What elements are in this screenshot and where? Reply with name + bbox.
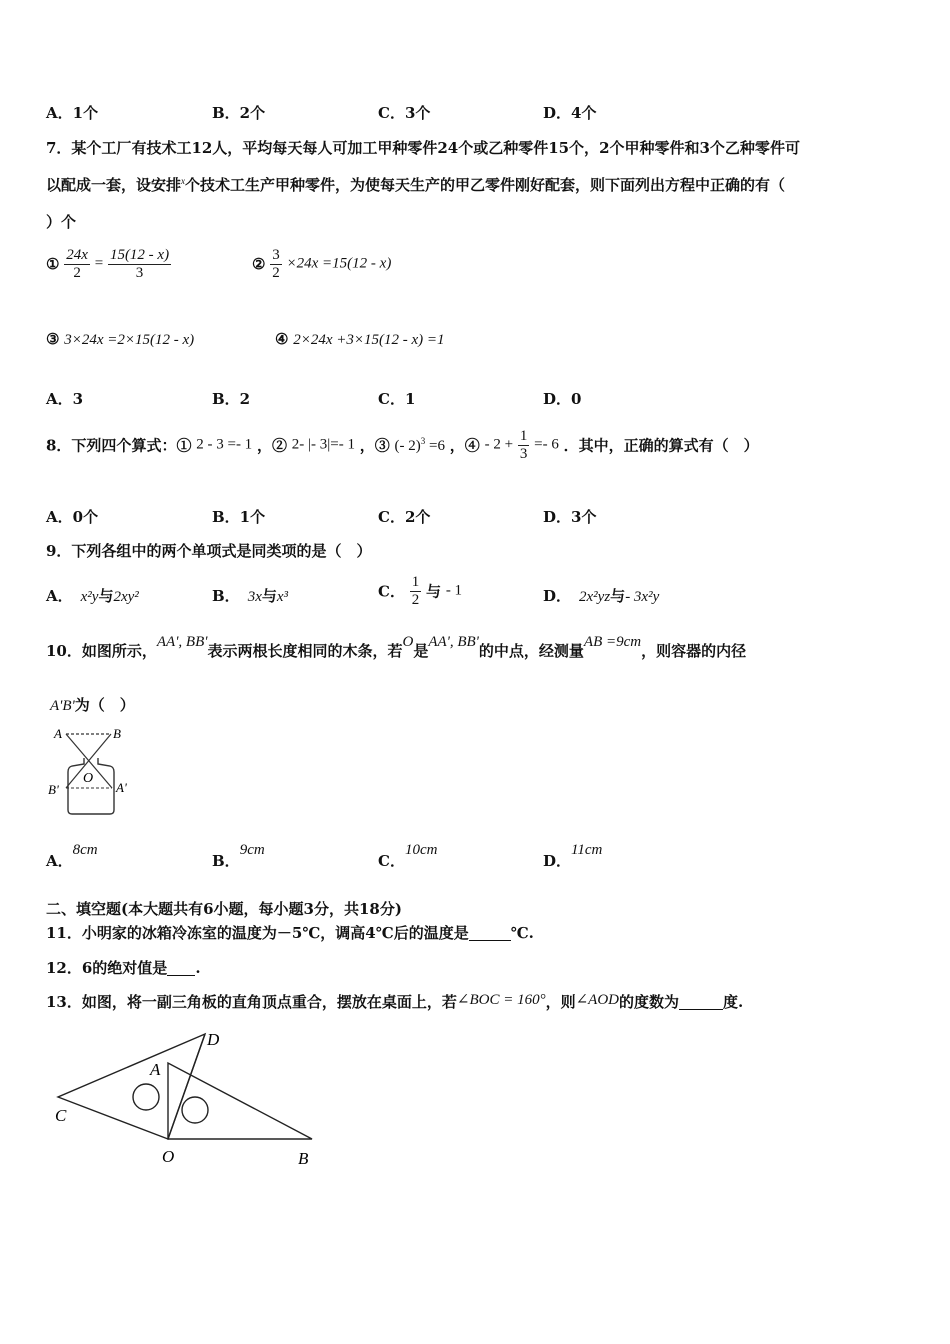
q10-label-b: B: [113, 726, 121, 741]
q8-option-b: B．1个: [212, 508, 266, 526]
q13-label-a: A: [150, 1060, 161, 1079]
section-2-heading: 二、填空题(本大题共有6小题，每小题3分，共18分): [46, 900, 402, 918]
q12-answer-blank[interactable]: [167, 961, 195, 976]
q11-stem: 11．小明家的冰箱冷冻室的温度为－5℃，调高4℃后的温度是 ℃.: [46, 924, 534, 942]
q10-stem-line1: 10．如图所示，AA', BB'表示两根长度相同的木条，若O是AA', BB'的中点，经测量AB =9cm，则容器的内径: [46, 634, 747, 660]
q6-option-d: D．4个: [543, 104, 597, 122]
q6-option-a: A．1个: [46, 104, 99, 122]
q10-label-b-prime: B': [48, 782, 59, 797]
q13-label-b: B: [298, 1149, 309, 1168]
q11-answer-blank[interactable]: [469, 926, 511, 941]
q7-equation-3: ③ 3×24x =2×15(12 - x): [46, 330, 195, 348]
q6-option-c: C．3个: [378, 104, 431, 122]
q9-option-a: A． x²y与2xy²: [46, 587, 139, 605]
q6-option-b: B．2个: [212, 104, 266, 122]
q7-stem-line1: 7．某个工厂有技术工12人，平均每天每人可加工甲种零件24个或乙种零件15个，2个甲种零件和3个乙种零件可: [46, 139, 800, 157]
q9-option-b: B． 3x与x³: [212, 587, 289, 605]
q10-stem-line2: A'B'为（ ）: [50, 696, 135, 714]
q7-option-a: A．3: [46, 390, 84, 408]
q8-option-a: A．0个: [46, 508, 99, 526]
q7-stem-line3: ）个: [46, 213, 77, 231]
q13-answer-blank[interactable]: [679, 995, 723, 1010]
q8-option-d: D．3个: [543, 508, 597, 526]
q7-equation-4: ④ 2×24x +3×15(12 - x) =1: [275, 330, 445, 348]
q8-stem: 8．下列四个算式：① 2 - 3 =- 1 ，② 2- |- 3|=- 1 ，③ (- 2)$^3$ =6 ，④ - 2 + $\frac{1}{3}$ =- 6 ．其中，正确的算式有（ ）: [46, 428, 759, 462]
q13-stem: 13．如图，将一副三角板的直角顶点重合，摆放在桌面上，若∠BOC = 160°，则∠AOD的度数为 度.: [46, 992, 744, 1011]
q10-option-d: D．11cm: [543, 842, 603, 870]
q12-stem: 12．6的绝对值是 .: [46, 959, 201, 977]
q13-triangle-figure: [50, 1027, 330, 1172]
q10-label-o: O: [83, 771, 94, 786]
q10-option-b: B．9cm: [212, 842, 265, 870]
q7-stem-line2: 以配成一套，设安排$^x$个技术工生产甲种零件，为使每天生产的甲乙零件刚好配套，则下面列出方程中正确的有（: [46, 176, 786, 194]
q7-equation-1: ① $\frac{24x}{2}$ = $\frac{15(12 - x)}{3}$: [46, 247, 170, 281]
q13-label-o: O: [162, 1147, 175, 1166]
q9-option-c: C． $\frac{1}{2}$ 与 - 1: [378, 574, 463, 608]
q7-var-x: x: [181, 176, 186, 186]
q9-option-d: D． 2x²yz与- 3x²y: [543, 587, 660, 605]
q13-label-d: D: [207, 1030, 220, 1049]
q10-option-a: A．8cm: [46, 842, 98, 870]
q7-option-d: D．0: [543, 390, 582, 408]
q10-label-a: A: [54, 726, 62, 741]
q7-option-c: C．1: [378, 390, 416, 408]
q10-option-c: C．10cm: [378, 842, 438, 870]
q10-label-a-prime: A': [116, 780, 127, 795]
q9-stem: 9．下列各组中的两个单项式是同类项的是（ ）: [46, 542, 372, 560]
q10-container-figure: [44, 722, 139, 822]
q7-equation-2: ② $\frac{3}{2}$ ×24x =15(12 - x): [252, 247, 392, 281]
q13-label-c: C: [55, 1106, 67, 1125]
q7-option-b: B．2: [212, 390, 251, 408]
q8-option-c: C．2个: [378, 508, 431, 526]
